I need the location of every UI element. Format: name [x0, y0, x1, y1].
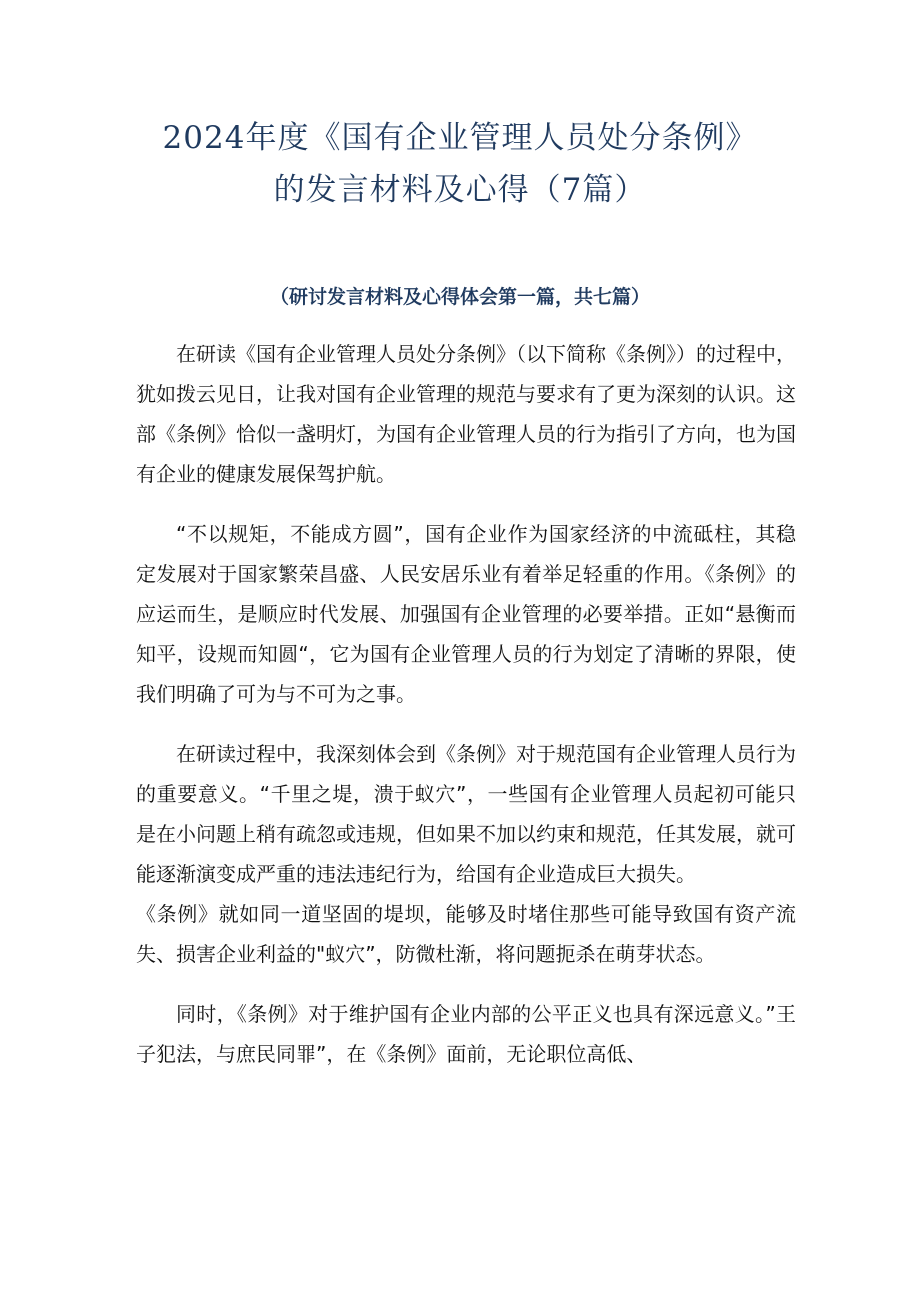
paragraph-5: 同时，《条例》对于维护国有企业内部的公平正义也具有深远意义。”王子犯法，与庶民同罪”，在《条例》面前，无论职位高低、 [136, 1002, 796, 1066]
title-line-2: 的发言材料及心得（7篇） [273, 172, 647, 208]
section-subtitle: （研讨发言材料及心得体会第一篇，共七篇） [269, 286, 650, 308]
paragraph-3: 在研读过程中，我深刻体会到《条例》对于规范国有企业管理人员行为的重要意义。“千里之堤，溃于蚁穴”，一些国有企业管理人员起初可能只是在小问题上稍有疏忽或违规，但如果不加以约束和规范，任其发展，就可能逐渐演变成严重的违法违纪行为，给国有企业造成巨大损失。 [136, 742, 796, 886]
paragraph-1: 在研读《国有企业管理人员处分条例》（以下简称《条例》）的过程中，犹如拨云见日，让我对国有企业管理的规范与要求有了更为深刻的认识。这部《条例》恰似一盏明灯，为国有企业管理人员的行为指引了方向，也为国有企业的健康发展保驾护航。 [136, 342, 796, 486]
paragraph-2: “不以规矩，不能成方圆”，国有企业作为国家经济的中流砥柱，其稳定发展对于国家繁荣昌盛、人民安居乐业有着举足轻重的作用。《条例》的应运而生，是顺应时代发展、加强国有企业管理的必要举措。正如“悬衡而知平，设规而知圆“，它为国有企业管理人员的行为划定了清晰的界限，使我们明确了可为与不可为之事。 [136, 522, 796, 706]
document-title [0, 112, 920, 216]
title-line-1: 2024年度《国有企业管理人员处分条例》 [162, 120, 758, 156]
paragraph-4: 《条例》就如同一道坚固的堤坝，能够及时堵住那些可能导致国有资产流失、损害企业利益的"蚁穴”，防微杜渐，将问题扼杀在萌芽状态。 [136, 902, 796, 966]
document-body [136, 334, 796, 1094]
